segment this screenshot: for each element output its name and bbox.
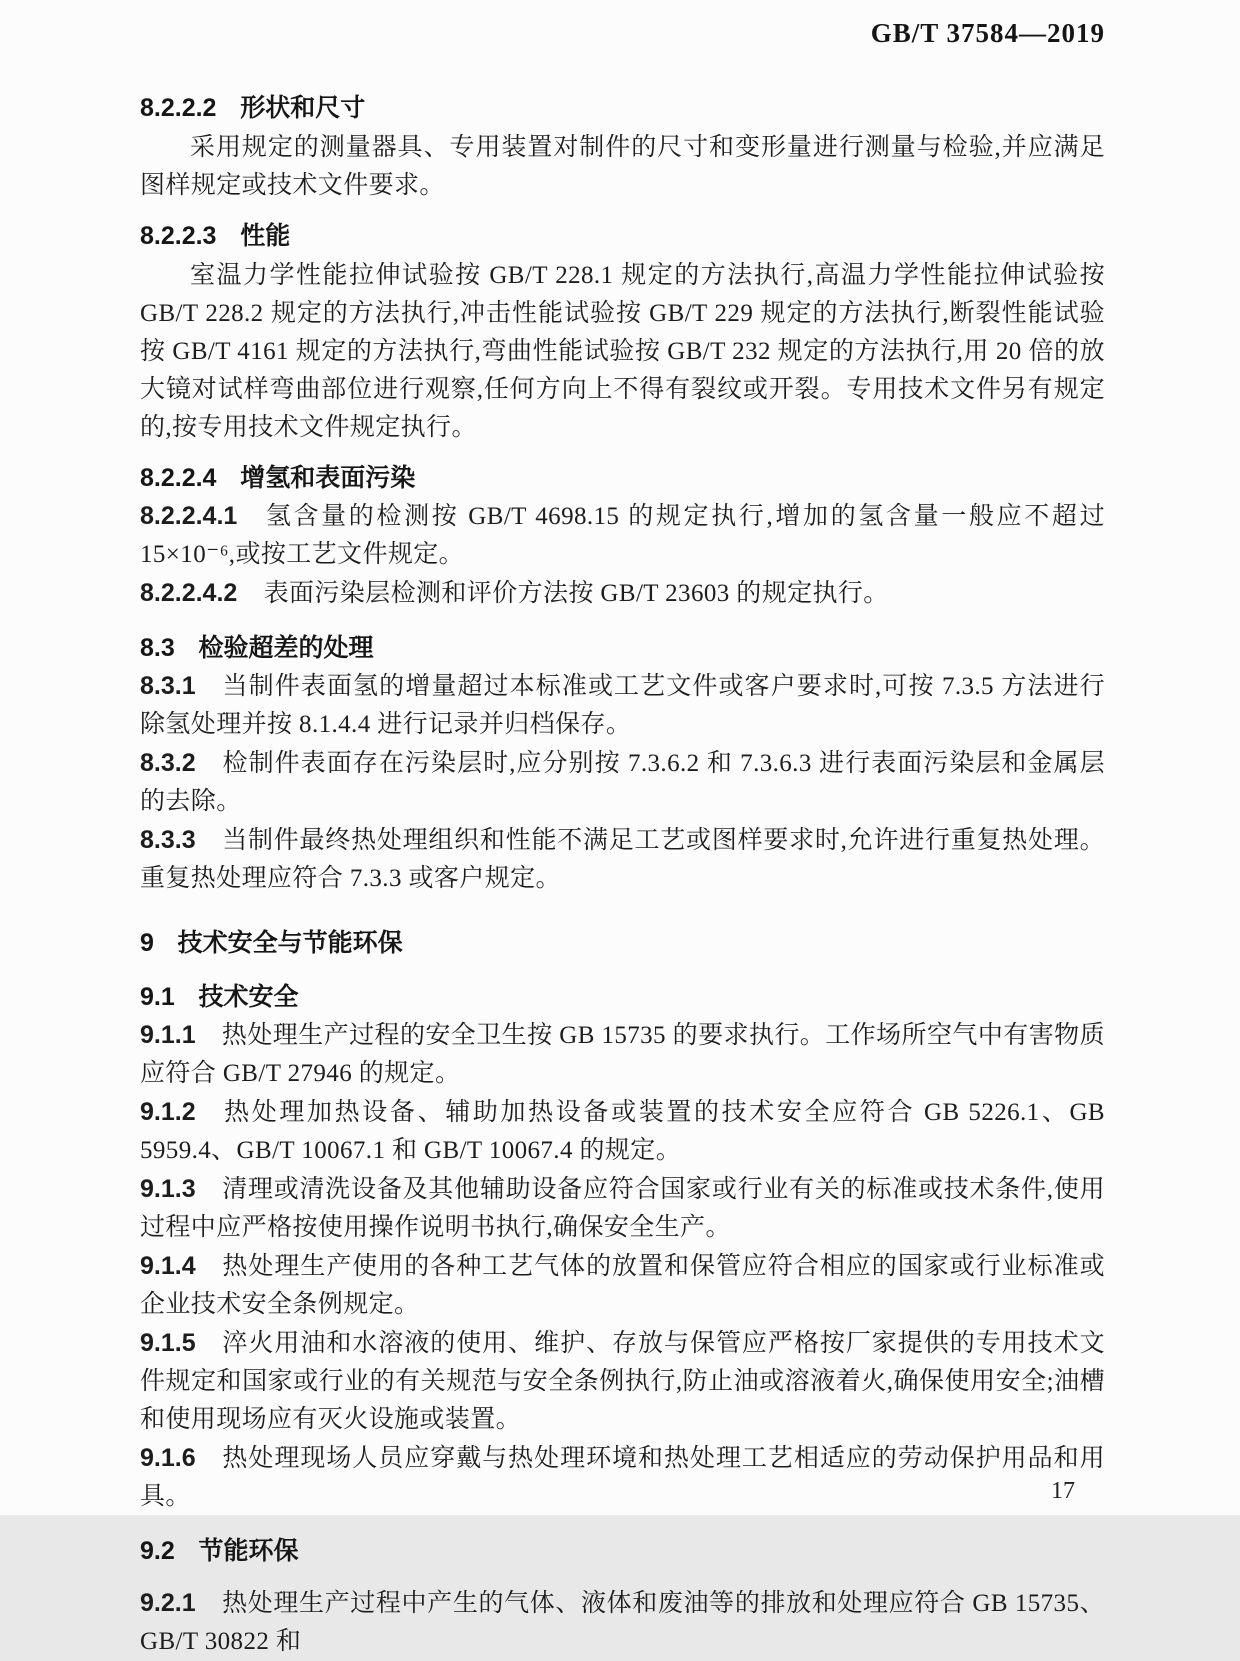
clause-number: 9.1.6 [140, 1444, 196, 1472]
section-number: 8.2.2.2 [140, 94, 217, 122]
chapter-heading [140, 924, 1105, 962]
clause-paragraph [140, 1016, 1105, 1093]
clause-text: 氢含量的检测按 GB/T 4698.15 的规定执行,增加的氢含量一般应不超过 15×10⁻⁶,或按工艺文件规定。 [140, 503, 1105, 568]
clause-text: 热处理加热设备、辅助加热设备或装置的技术安全应符合 GB 5226.1、GB 5959.4、GB/T 10067.1 和 GB/T 10067.4 的规定。 [140, 1099, 1105, 1164]
clause-paragraph [140, 1247, 1105, 1324]
section-number: 8.3 [140, 634, 175, 662]
paragraph: 采用规定的测量器具、专用装置对制件的尺寸和变形量进行测量与检验,并应满足图样规定或技术文件要求。 [140, 134, 1105, 199]
clause-text: 清理或清洗设备及其他辅助设备应符合国家或行业有关的标准或技术条件,使用过程中应严格按使用操作说明书执行,确保安全生产。 [140, 1176, 1105, 1241]
section-number: 8.2.2.3 [140, 222, 217, 250]
section-heading [140, 459, 1105, 497]
section-heading [140, 89, 1105, 127]
clause-paragraph [140, 821, 1105, 898]
clause-paragraph [140, 1093, 1105, 1170]
page-body [140, 89, 1105, 1661]
section-heading [140, 978, 1105, 1016]
clause-paragraph [140, 667, 1105, 744]
section-title: 性能 [240, 222, 291, 250]
clause-paragraph [140, 1170, 1105, 1247]
clause-paragraph [140, 744, 1105, 821]
clause-number: 9.1.1 [140, 1021, 196, 1049]
clause-number: 9.1.4 [140, 1252, 196, 1280]
page-number: 17 [1051, 1478, 1075, 1504]
clause-text: 热处理生产过程的安全卫生按 GB 15735 的要求执行。工作场所空气中有害物质应符合 GB/T 27946 的规定。 [140, 1022, 1105, 1087]
clause-text: 表面污染层检测和评价方法按 GB/T 23603 的规定执行。 [263, 580, 889, 607]
section-title: 形状和尺寸 [240, 94, 366, 122]
clause-number: 8.3.3 [140, 826, 196, 854]
section-number: 9.1 [140, 983, 175, 1011]
clause-text: 热处理生产使用的各种工艺气体的放置和保管应符合相应的国家或行业标准或企业技术安全条例规定。 [140, 1253, 1105, 1318]
clause-paragraph [140, 497, 1105, 574]
clause-text: 当制件最终热处理组织和性能不满足工艺或图样要求时,允许进行重复热处理。重复热处理应符合 7.3.3 或客户规定。 [140, 827, 1105, 892]
clause-number: 9.2.1 [140, 1589, 196, 1617]
paragraph: 室温力学性能拉伸试验按 GB/T 228.1 规定的方法执行,高温力学性能拉伸试验按 GB/T 228.2 规定的方法执行,冲击性能试验按 GB/T 229 规定的方法执行,断裂性能试验按 GB/T 4161 规定的方法执行,弯曲性能试验按 GB/T 232 规定的方法执行,用 20 倍的放大镜对试样弯曲部位进行观察,任何方向上不得有裂纹或开裂。专用技术文件另有规定的,按专用技术文件规定执行。 [140, 262, 1105, 441]
section-title: 技术安全 [198, 983, 299, 1011]
clause-text: 当制件表面氢的增量超过本标准或工艺文件或客户要求时,可按 7.3.5 方法进行除氢处理并按 8.1.4.4 进行记录并归档保存。 [140, 673, 1105, 738]
clause-text: 检制件表面存在污染层时,应分别按 7.3.6.2 和 7.3.6.3 进行表面污染层和金属层的去除。 [140, 750, 1105, 815]
section-number: 9.2 [140, 1537, 175, 1565]
section-heading [140, 629, 1105, 667]
doc-number: GB/T 37584—2019 [870, 18, 1105, 48]
chapter-number: 9 [140, 929, 154, 957]
clause-number: 8.2.2.4.1 [140, 502, 238, 530]
clause-paragraph [140, 1584, 1105, 1661]
chapter-title: 技术安全与节能环保 [177, 929, 403, 957]
clause-paragraph [140, 1439, 1105, 1516]
section-title: 节能环保 [198, 1537, 299, 1565]
section-heading [140, 1532, 1105, 1570]
clause-paragraph [140, 1324, 1105, 1439]
clause-number: 9.1.2 [140, 1098, 196, 1126]
section-number: 8.2.2.4 [140, 464, 217, 492]
clause-text: 热处理生产过程中产生的气体、液体和废油等的排放和处理应符合 GB 15735、GB/T 30822 和 [140, 1590, 1105, 1655]
clause-number: 8.3.2 [140, 749, 196, 777]
clause-number: 8.2.2.4.2 [140, 579, 238, 607]
clause-text: 热处理现场人员应穿戴与热处理环境和热处理工艺相适应的劳动保护用品和用具。 [140, 1445, 1105, 1510]
clause-number: 9.1.3 [140, 1175, 196, 1203]
section-title: 检验超差的处理 [198, 634, 374, 662]
section-heading [140, 217, 1105, 255]
clause-number: 8.3.1 [140, 672, 196, 700]
clause-paragraph [140, 574, 1105, 613]
section-title: 增氢和表面污染 [240, 464, 416, 492]
clause-text: 淬火用油和水溶液的使用、维护、存放与保管应严格按厂家提供的专用技术文件规定和国家或行业的有关规范与安全条例执行,防止油或溶液着火,确保使用安全;油槽和使用现场应有灭火设施或装置。 [140, 1330, 1105, 1433]
clause-number: 9.1.5 [140, 1329, 196, 1357]
